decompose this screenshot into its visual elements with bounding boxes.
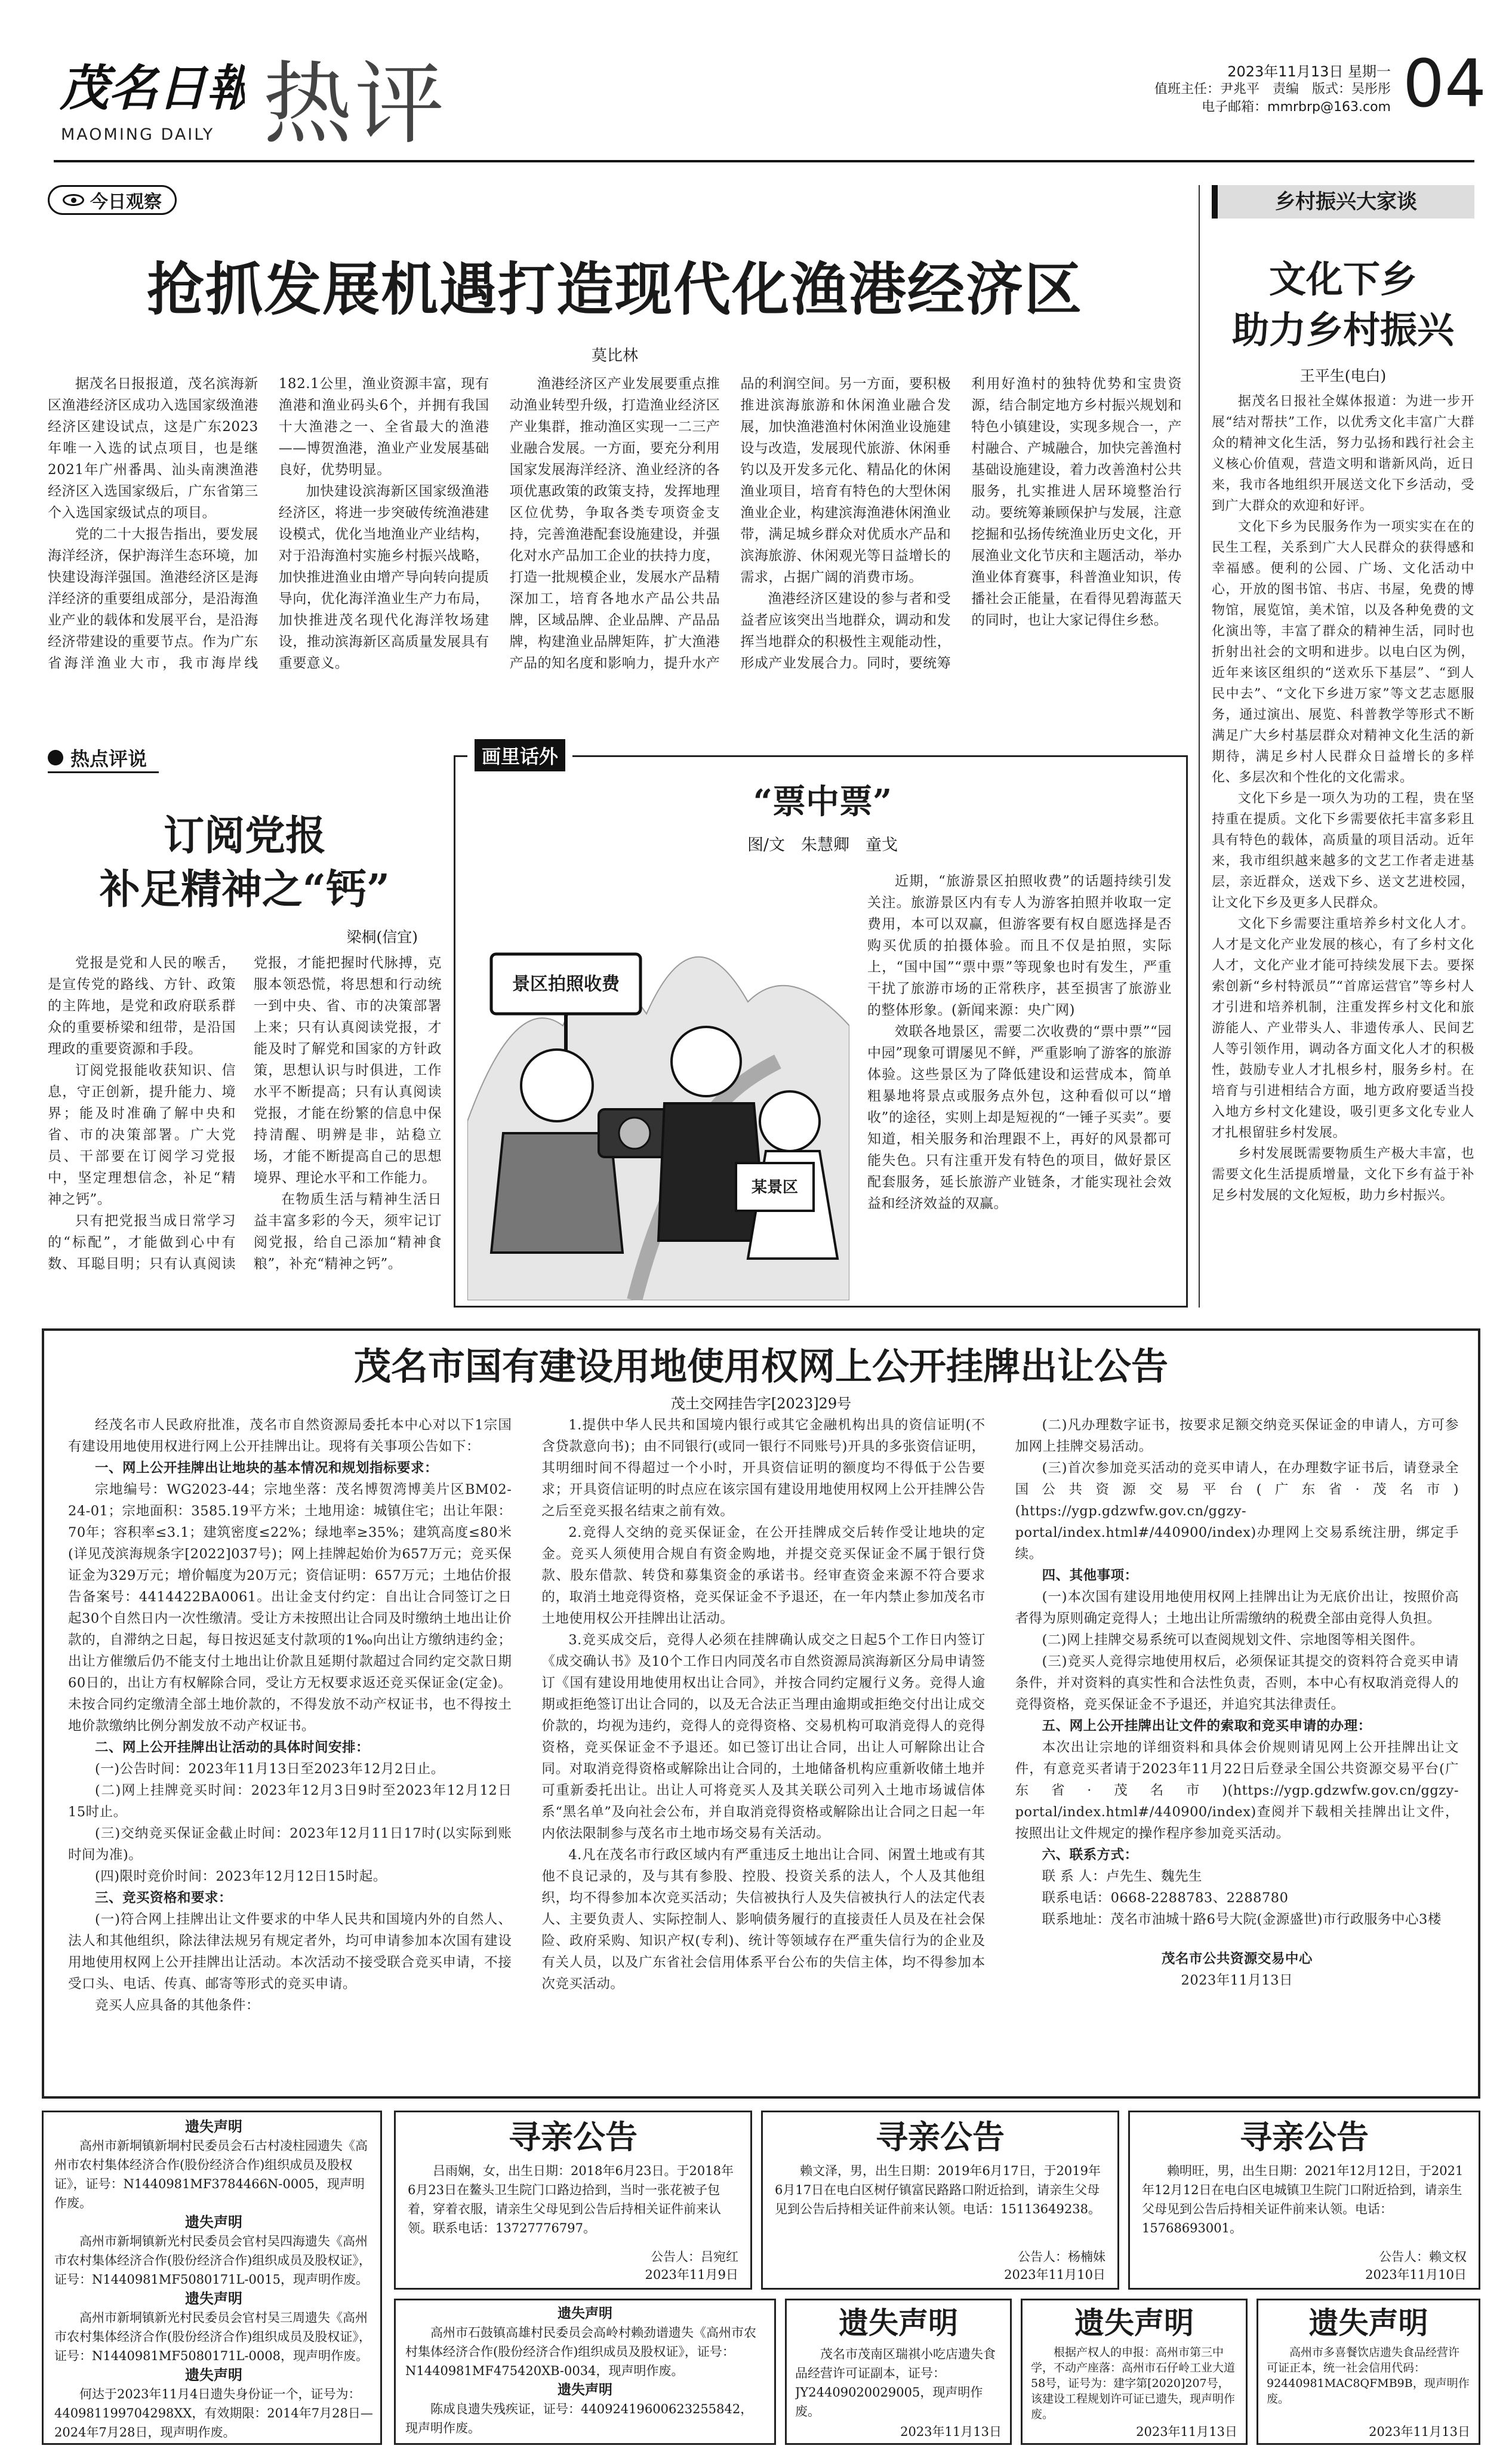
- lost-date: 2023年11月13日: [900, 2425, 1002, 2439]
- notice-paragraph: 联系电话：0668-2288783、2288780: [1042, 1890, 1289, 1906]
- notice-paragraph: (三)交纳竞买保证金截止时间：2023年12月11日17时(以实际到账时间为准)。: [68, 1826, 512, 1863]
- notice-intro: 经茂名市人民政府批准，茂名市自然资源局委托本中心对以下1宗国有建设用地使用权进行网上公开挂牌出让。现将有关事项公告如下：: [68, 1417, 512, 1454]
- paragraph: 效联各地景区，需要二次收费的“票中票”“园中园”现象可谓屡见不鲜，严重影响了游客的旅游体验。这些景区为了降低建设和运营成本，简单粗暴地将景点或服务点外包，这种看似可以“增收”的途径，实则上却是短视的“一锤子买卖”。要知道，相关服务和治理跟不上，再好的风景都可能失色。只有注重开发有特色的项目，做好景区配套服务，延长旅游产业链条，才能实现社会效益和经济效益的双赢。: [867, 1024, 1172, 1211]
- notice-body: [68, 1414, 1459, 2092]
- top-article: [48, 179, 1182, 719]
- seek-date: 2023年11月9日: [645, 2268, 738, 2282]
- notice-paragraph: (三)竞买人竞得宗地使用权后，必须保证其提交的资料符合竞买申请条件，并对资料的真实性和合法性负责，否则，本中心有权取消竞得人的竞得资格，竞买保证金不予退还，并追究其法律责任。: [1015, 1654, 1459, 1712]
- side-article: [1212, 179, 1474, 1313]
- lost-notice-mid: [394, 2299, 776, 2445]
- logo-english: MAOMING DAILY: [61, 125, 215, 144]
- notice-paragraph: (三)首次参加竞买活动的竞买申请人，在办理数字证书后，请登录全国公共资源交易平台(广东省·茂名市)(https://ygp.gdzwfw.gov.cn/ggzy-portal/index.html#/440900/index)办理网上交易系统注册，绑定手续。: [1015, 1460, 1459, 1562]
- hot-body: [48, 952, 442, 1308]
- lost-item-text: 高州市新垌镇新光村民委员会官村吴四海遗失《高州市农村集体经济合作(股份经济合作)组织成员及股权证》，证号：N1440981MF5080171L-0015，现声明作废。: [54, 2234, 371, 2287]
- seek-signer: 公告人：赖文权: [1379, 2250, 1467, 2264]
- cartoon-box: [454, 745, 1188, 1308]
- lost-item-title: 遗失声明: [185, 2118, 242, 2135]
- lost-item-title: 遗失声明: [185, 2214, 242, 2231]
- notice-doc-no: 茂土交网挂告字[2023]29号: [670, 1395, 852, 1412]
- notice-paragraph: (二)网上挂牌交易系统可以查阅规划文件、宗地图等相关图件。: [1042, 1632, 1424, 1648]
- notice-paragraph: (二)网上挂牌竞买时间：2023年12月3日9时至2023年12月12日15时止。: [68, 1783, 512, 1820]
- seek-date: 2023年11月10日: [1004, 2268, 1105, 2282]
- paragraph: 据茂名日报报道，茂名滨海新区渔港经济区成功入选国家级渔港经济区建设试点，这是广东2023年唯一入选的试点项目，也是继2021年广州番禺、汕头南澳渔港经济区入选国家级后，广东省第三个入选国家级试点的项目。: [48, 376, 258, 521]
- column-tag-rural: 乡村振兴大家谈: [1212, 185, 1474, 219]
- cartoon-tag-label: 画里话外: [475, 739, 565, 771]
- lost-item-text: 高州市石鼓镇高雄村民委员会高岭村赖劲谱遗失《高州市农村集体经济合作(股份经济合作)组织成员及股权证》，证号：N1440981MF475420XB-0034，现声明作废。: [405, 2325, 756, 2378]
- lost-notices-left: [42, 2111, 382, 2445]
- seek-date: 2023年11月10日: [1365, 2268, 1467, 2282]
- lost-text: 根据产权人的申报：高州市第三中学，不动产座落：高州市石仔岭工业大道58号，证号为：建字第[2020]207号，该建设工程规划许可证已遗失，现声明作废。: [1031, 2346, 1236, 2420]
- lost-date: 2023年11月13日: [1369, 2425, 1470, 2439]
- seek-signer: 公告人：吕宛红: [651, 2250, 738, 2264]
- editor-line: 值班主任：尹兆平 责编 版式：吴彤彤: [1154, 82, 1391, 97]
- page-number: 04: [1403, 45, 1486, 122]
- eye-icon: [63, 194, 84, 206]
- side-author: 王平生(电白): [1299, 367, 1387, 384]
- paragraph: 文化下乡是一项久为功的工程，贵在坚持重在提质。文化下乡需要依托丰富多彩且具有特色的载体，高质量的项目活动。近年来，我市组织越来越多的文艺工作者走进基层，亲近群众，送戏下乡、送文艺进校园，让文化下乡及更多人民群众。: [1212, 791, 1474, 910]
- lost-date: 2023年11月13日: [1136, 2425, 1237, 2439]
- notice-section-heading: 二、网上公开挂牌出让活动的具体时间安排：: [95, 1740, 370, 1755]
- notice-paragraph: 联 系 人：卢先生、魏先生: [1042, 1869, 1202, 1884]
- cartoon-body: [867, 870, 1172, 1300]
- lost-item-text: 高州市新垌镇新光村民委员会官村吴三周遗失《高州市农村集体经济合作(股份经济合作)组织成员及股权证》，证号：N1440981MF5080171L-0008，现声明作废。: [54, 2311, 371, 2363]
- notice-paragraph: 4.凡在茂名市行政区域内有严重违反土地出让合同、闲置土地或有其他不良记录的，及与其有参股、控股、投资关系的法人，个人及其他组织，均不得参加本次竞买活动；失信被执行人及失信被执行人的法定代表人、主要负责人、实际控制人、影响债务履行的直接责任人员及在社会保险、政府采购、知识产权(专利)、统计等领域存在严重失信行为的企业及有关人员，以及广东省社会信用体系平台公布的失信主体，均不得参加本次竞买活动。: [541, 1847, 986, 1992]
- lost-item-text: 何达于2023年11月4日遗失身份证一个，证号为：440981199704298XX，有效期限：2014年7月28日—2024年7月28日，现声明作废。: [54, 2387, 373, 2440]
- seek-notice-3: [1128, 2111, 1480, 2290]
- land-notice: [42, 1328, 1480, 2099]
- column-tag-hot: [48, 743, 159, 773]
- side-body: [1212, 391, 1474, 1313]
- notice-section-heading: 五、网上公开挂牌出让文件的索取和竞买申请的办理：: [1042, 1718, 1372, 1734]
- seek-title: 寻亲公告: [876, 2118, 1005, 2156]
- seek-notice-2: [761, 2111, 1119, 2290]
- notice-paragraph: (一)公告时间：2023年11月13日至2023年12月2日止。: [95, 1761, 445, 1777]
- notice-signer: 茂名市公共资源交易中心: [1161, 1951, 1313, 1967]
- cartoon-credit: 图/文 朱慧卿 童戈: [747, 836, 898, 854]
- issue-date: 2023年11月13日 星期一: [1227, 63, 1391, 80]
- paragraph: 订阅党报能收获知识、信息，守正创新，提升能力、境界；能及时准确了解中央和省、市的决策部署。广大党员、干部要在订阅学习党报中，坚定理想信念，补足“精神之钙”。: [48, 1063, 236, 1207]
- column-divider: [1199, 185, 1200, 1308]
- column-tag-label: 热点评说: [70, 747, 147, 770]
- column-tag-cartoon: [467, 739, 572, 771]
- lost-item-title: 遗失声明: [558, 2306, 612, 2321]
- notice-paragraph: 2.竞得人交纳的竞买保证金，在公开挂牌成交后转作受让地块的定金。竞买人须使用合规自有资金购地，并提交竞买保证金不属于银行贷款、股东借款、转贷和募集资金的承诺书。经审查资金来源不符合要求的，取消土地竞得资格，竞买保证金不予退还，在一年内禁止参加茂名市土地使用权公开挂牌出让活动。: [541, 1525, 986, 1626]
- lost-list: [54, 2117, 373, 2443]
- lost-title: 遗失声明: [839, 2306, 958, 2340]
- notice-paragraph: (四)限时竞价时间：2023年12月12日15时起。: [95, 1869, 387, 1884]
- seek-title: 寻亲公告: [509, 2118, 638, 2156]
- lost-item-title: 遗失声明: [558, 2382, 612, 2398]
- article-body: [48, 373, 1182, 716]
- cartoon-illustration: [467, 870, 849, 1300]
- bullet-icon: [48, 750, 63, 765]
- lost-title: 遗失声明: [1074, 2306, 1194, 2340]
- lost-text: 茂名市茂南区瑞祺小吃店遗失食品经营许可证副本，证号：JY24409020029005，现声明作废。: [795, 2347, 996, 2419]
- side-title-line1: 文化下乡: [1268, 257, 1417, 301]
- newspaper-logo: [60, 54, 245, 125]
- seek-title: 寻亲公告: [1240, 2118, 1369, 2156]
- column-tag-label: 今日观察: [90, 192, 162, 213]
- paragraph: 渔港经济区建设的参与者和受益者应该突出当地群众，调动和发挥当地群众的积极性主观能动性，形成产业发展合力。同时，要统筹利用好渔村的独特优势和宝贵资源，结合制定地方乡村振兴规划和特色小镇建设，实现多规合一，产村融合、产城融合，加快完善渔村基础设施建设，着力改善渔村公共服务，扎实推进人居环境整治行动。要统筹兼顾保护与发展，注意挖掘和弘扬传统渔业历史文化，开展渔业文化节庆和主题活动，举办渔业体育赛事，科普渔业知识，传播社会正能量，在看得见碧海蓝天的同时，也让大家记得住乡愁。: [740, 376, 1182, 671]
- notice-section-heading: 一、网上公开挂牌出让地块的基本情况和规划指标要求：: [95, 1460, 439, 1476]
- editor-email: 电子邮箱：mmrbrp@163.com: [1202, 100, 1391, 115]
- paragraph: 近期，“旅游景区拍照收费”的话题持续引发关注。旅游景区内有专人为游客拍照并收取一定费用，本可以双赢，但游客要有权自愿选择是否购买优质的拍摄体验。而且不仅是拍照，实际上，“国中国”“票中票”等现象也时有发生，严重干扰了旅游市场的正常秩序，甚至损害了旅游业的整体形象。(新闻来源：央广网): [867, 873, 1172, 1018]
- cartoon-drawing-icon: [467, 870, 849, 1300]
- notice-section-heading: 三、竞买资格和要求：: [95, 1890, 233, 1906]
- logo-mark-icon: [60, 54, 245, 119]
- side-title-line2: 助力乡村振兴: [1231, 308, 1454, 352]
- paragraph: 文化下乡为民服务作为一项实实在在的民生工程，关系到广大人民群众的获得感和幸福感。便利的公园、广场、文化活动中心，开放的图书馆、书店、书屋，免费的博物馆，展览馆，美术馆，以及各种免费的文化演出等，丰富了群众的精神生活，同时也折射出社会的文明和进步。以电白区为例，近年来该区组织的“送欢乐下基层”、“到人民中去”、“文化下乡进万家”等文艺志愿服务，通过演出、展览、科普教学等形式不断满足广大乡村基层群众对精神文化生活的新期待，满足乡村人民群众日益增长的多样化、多层次和个性化的文化需求。: [1212, 519, 1474, 785]
- lost-item-title: 遗失声明: [185, 2290, 242, 2307]
- paragraph: 乡村发展既需要物质生产极大丰富，也需要文化生活提质增量，文化下乡有益于补足乡村发展的文化短板，助力乡村振兴。: [1212, 1146, 1474, 1203]
- column-tag-today: [48, 185, 177, 215]
- hot-author: 梁桐(信宜): [346, 928, 418, 946]
- lost-item-text: 高州市新垌镇新垌村民委员会石古村凌柱园遗失《高州市农村集体经济合作(股份经济合作)组织成员及股权证》，证号：N1440981MF3784466N-0005，现声明作废。: [54, 2139, 368, 2210]
- seek-text: 吕雨娴，女，出生日期：2018年6月23日。于2018年6月23日在鳌头卫生院门口路边拾到，当时一张花被子包着，穿着衣服，请亲生父母见到公告后持相关证件前来认领。联系电话：13727776797。: [408, 2164, 734, 2235]
- lost-item: [54, 2117, 373, 2213]
- cartoon-scenic-sign: 某景区: [751, 1179, 798, 1196]
- notice-paragraph: (一)本次国有建设用地使用权网上挂牌出让为无底价出让，按照价高者得为原则确定竞得人；土地出让所需缴纳的税费全部由竞得人负担。: [1015, 1589, 1459, 1626]
- notice-paragraph: 联系地址：茂名市油城十路6号大院(金源盛世)市行政服务中心3楼: [1042, 1912, 1442, 1927]
- notice-paragraph: 竞买人应具备的其他条件：: [95, 1998, 260, 2013]
- notice-paragraph: 3.竞买成交后，竞得人必须在挂牌确认成交之日起5个工作日内签订《成交确认书》及10个工作日内同茂名市自然资源局滨海新区分局申请签订《国有建设用地使用权出让合同》，并按合同约定履行义务。竞得人逾期或拒绝签订出让合同的，以及无合法正当理由逾期或拒绝交付出让成交价款的，均视为违约，竞得人的竞得资格、交易机构可取消竞得人的竞得资格，竞买保证金不予退还。如已签订出让合同，出让人可解除出让合同。对取消竞得资格或解除出让合同的，土地储备机构应重新收储土地并可重新委托出让。出让人可将竞买人及其关联公司列入土地市场诚信体系“黑名单”及向社会公布，并自取消竞得资格或解除出让合同之日起一年内依法限制参与茂名市土地市场交易有关活动。: [541, 1632, 986, 1841]
- cartoon-sign-text: 景区拍照收费: [512, 974, 620, 995]
- seek-notice-1: [394, 2111, 752, 2290]
- notice-paragraph: (一)符合网上挂牌出让文件要求的中华人民共和国境内外的自然人、法人和其他组织，除法律法规另有规定者外，均可申请参加本次国有建设用地使用权网上公开挂牌出让活动。本次活动不接受联合竞买申请，不接受口头、电话、传真、邮寄等形式的竞买申请。: [68, 1912, 512, 1992]
- seek-signer: 公告人：杨楠妹: [1018, 2250, 1105, 2264]
- lost-item: [54, 2289, 373, 2365]
- svg-text:茂名日報: 茂名日報: [60, 60, 245, 117]
- notice-section-heading: 六、联系方式：: [1042, 1847, 1138, 1863]
- section-title: 热评: [263, 53, 447, 156]
- notice-paragraph: (二)凡办理数字证书，按要求足额交纳竞买保证金的申请人，方可参加网上挂牌交易活动。: [1015, 1417, 1459, 1454]
- notice-title: 茂名市国有建设用地使用权网上公开挂牌出让公告: [353, 1345, 1168, 1388]
- paragraph: 渔港经济区产业发展要重点推动渔业转型升级，打造渔业经济区产业集群，推动渔区实现一二三产业融合发展。一方面，要充分利用国家发展海洋经济、渔业经济的各项优惠政策的政策支持，发挥地理区位优势，争取各类专项资金支持，完善渔港配套设施建设，并强化对水产品加工企业的扶持力度，打造一批规模企业，发展水产品精深加工，培育各地水产品公共品牌，区域品牌、企业品牌、产品品牌，构建渔业品牌矩阵，扩大渔港产品的知名度和影响力，提升水产品的利润空间。另一方面，要积极推进滨海旅游和休闲渔业融合发展，加快渔港渔村休闲渔业设施建设与改造，发展现代旅游、休闲垂钓以及开发多元化、精品化的休闲渔业项目，培育有特色的大型休闲渔业企业，构建滨海渔港休闲渔业带，满足城乡群众对优质水产品和滨海旅游、休闲观光等日益增长的需求，占据广阔的消费市场。: [509, 376, 951, 671]
- paragraph: 党报是党和人民的喉舌，是宣传党的路线、方针、政策的主阵地，是党和政府联系群众的重要桥梁和纽带，是沿国理政的重要资源和手段。: [48, 955, 236, 1057]
- seek-text: 赖明旺，男，出生日期：2021年12月12日，于2021年12月12日在电白区电城镇卫生院门口附近拾到，请亲生父母见到公告后持相关证件前来认领。电话：15768693001。: [1142, 2164, 1464, 2235]
- notice-sign-date: 2023年11月13日: [1181, 1973, 1294, 1988]
- notice-paragraph: 本次出让宗地的详细资料和具体会价规则请见网上公开挂牌出让文件，有意竞买者请于2023年11月22日后登录全国公共资源交易平台(广东省·茂名市)(https://ygp.gdzwfw.gov.cn/ggzy-portal/index.html#/440900/index)查阅并下载相关挂牌出让文件，按照出让文件规定的操作程序参加竞买活动。: [1015, 1740, 1459, 1841]
- notice-paragraph: 宗地编号：WG2023-44；宗地坐落：茂名博贺湾博美片区BM02-24-01；宗地面积：3585.19平方米；土地用途：城镇住宅；出让年限：70年；容积率≤3.1；建筑密度≤22%；绿地率≥35%；建筑高度≤80米(详见茂滨海规条字[2022]037号)；网上挂牌起始价为657万元；竞买保证金为329万元；增价幅度为20万元；资信证明：657万元；土地估价报告备案号：4414422BA0061。出让金支付约定：自出让合同签订之日起30个自然日内一次性缴清。受让方未按照出让合同及时缴纳土地出让价款的，自滞纳之日起，每日按迟延支付款项的1‰向出让方缴纳违约金；出让方催缴后仍不能支付土地出让价款且延期付款超过合同约定交款日期60日的，出让方有权解除合同，受让方无权要求返还竞买保证金(定金)。未按合同约定缴清全部土地价款的，不得发放不动产权证书，也不得按土地价款缴纳比例分割发放不动产权证书。: [68, 1482, 512, 1734]
- notice-paragraph: 1.提供中华人民共和国境内银行或其它金融机构出具的资信证明(不含贷款意向书)；由不同银行(或同一银行不同账号)开具的多张资信证明，其明细时间不得超过一个小时，开具资信证明的额度均不得低于公告要求；开具资信证明的时点应在该宗国有建设用地使用权网上公开挂牌公告之后至竞买报名结束之前有效。: [541, 1417, 986, 1519]
- seek-text: 赖文泽，男，出生日期：2019年6月17日，于2019年6月17日在电白区树仔镇富民路路口附近拾到，请亲生父母见到公告后持相关证件前来认领。电话：15113649238。: [775, 2164, 1101, 2216]
- paragraph: 文化下乡需要注重培养乡村文化人才。人才是文化产业发展的核心，有了乡村文化人才，文化产业才能可持续发展下去。要探索创新“乡村特派员”“首席运营官”等乡村人才引进和培养机制，注重发挥乡村文化和旅游能人、产业带头人、非遗传承人、民间艺人等引领作用，调动各方面文化人才的积极性，鼓励专业人才扎根乡村，服务乡村。在培育与引进相结合方面，地方政府要适当投入地方乡村文化建设，吸引更多文化专业人才扎根留驻乡村发展。: [1212, 916, 1474, 1140]
- paragraph: 加快建设滨海新区国家级渔港经济区，将进一步突破传统渔港建设模式，优化当地渔业产业结构，对于沿海渔村实施乡村振兴战略，加快推进渔业由增产导向转向提质导向，优化海洋渔业生产力布局，加快推进茂名现代化海洋牧场建设，推动滨海新区高质量发展具有重要意义。: [278, 484, 489, 671]
- masthead-rule: [54, 160, 1474, 162]
- paragraph: 党的二十大报告指出，要发展海洋经济，保护海洋生态环境，加快建设海洋强国。渔港经济区是海洋经济的重要组成部分，是沿海渔业产业的载体和发展平台，是沿海经济带建设的重要节点。作为广东省海洋渔业大市，我市海岸线182.1公里，渔业资源丰富，现有渔港和渔业码头6个，并拥有我国十大渔港之一、全省最大的渔港——博贺渔港，渔业产业发展基础良好，优势明显。: [48, 376, 489, 671]
- lost-item: [54, 2365, 373, 2442]
- lost-item-text: 陈成良遗失残疾证，证号：44092419600623255842，现声明作废。: [405, 2402, 753, 2435]
- paragraph: 据茂名日报社全媒体报道：为进一步开展“结对帮扶”工作，以优秀文化丰富广大群众的精神文化生活，努力弘扬和践行社会主义核心价值观，营造文明和谐新风尚，近日来，我市各地组织开展送文化下乡活动，受到广大群众的欢迎和好评。: [1212, 394, 1474, 513]
- lost-item-title: 遗失声明: [185, 2367, 242, 2383]
- hot-title-line1: 订阅党报: [163, 812, 326, 860]
- article-title: 抢抓发展机遇打造现代化渔港经济区: [147, 256, 1083, 323]
- paragraph: 只有把党报当成日常学习的“标配”，才能做到心中有数、耳聪目明；只有认真阅读党报，才能把握时代脉搏，克服本领恐慌，将思想和行动统一到中央、省、市的决策部署上来；只有认真阅读党报，才能及时了解党和国家的方针政策，思想认识与时俱进，工作水平不断提高；只有认真阅读党报，才能在纷繁的信息中保持清醒、明辨是非，站稳立场，才能不断提高自己的思想境界、理论水平和工作能力。: [48, 955, 442, 1272]
- article-author: 莫比林: [591, 347, 638, 365]
- paragraph: 在物质生活与精神生活日益丰富多彩的今天，须牢记订阅党报，给自己添加“精神食粮”，补充“精神之钙”。: [254, 1192, 442, 1272]
- masthead: [36, 24, 1486, 191]
- lost-notice-b1: [785, 2299, 1012, 2445]
- lost-text: 高州市多喜餐饮店遗失食品经营许可证正本，统一社会信用代码：92440981MAC8QFMB9B，现声明作废。: [1267, 2346, 1470, 2405]
- lost-notice-b3: [1257, 2299, 1480, 2445]
- hot-comment: [48, 743, 442, 1311]
- lost-item: [54, 2213, 373, 2289]
- lost-notice-b2: [1021, 2299, 1248, 2445]
- lost-mid-content: [405, 2304, 765, 2441]
- cartoon-title: “票中票”: [753, 782, 892, 822]
- notice-section-heading: 四、其他事项：: [1042, 1568, 1138, 1583]
- hot-title-line2: 补足精神之“钙”: [99, 866, 390, 913]
- lost-title: 遗失声明: [1308, 2306, 1428, 2340]
